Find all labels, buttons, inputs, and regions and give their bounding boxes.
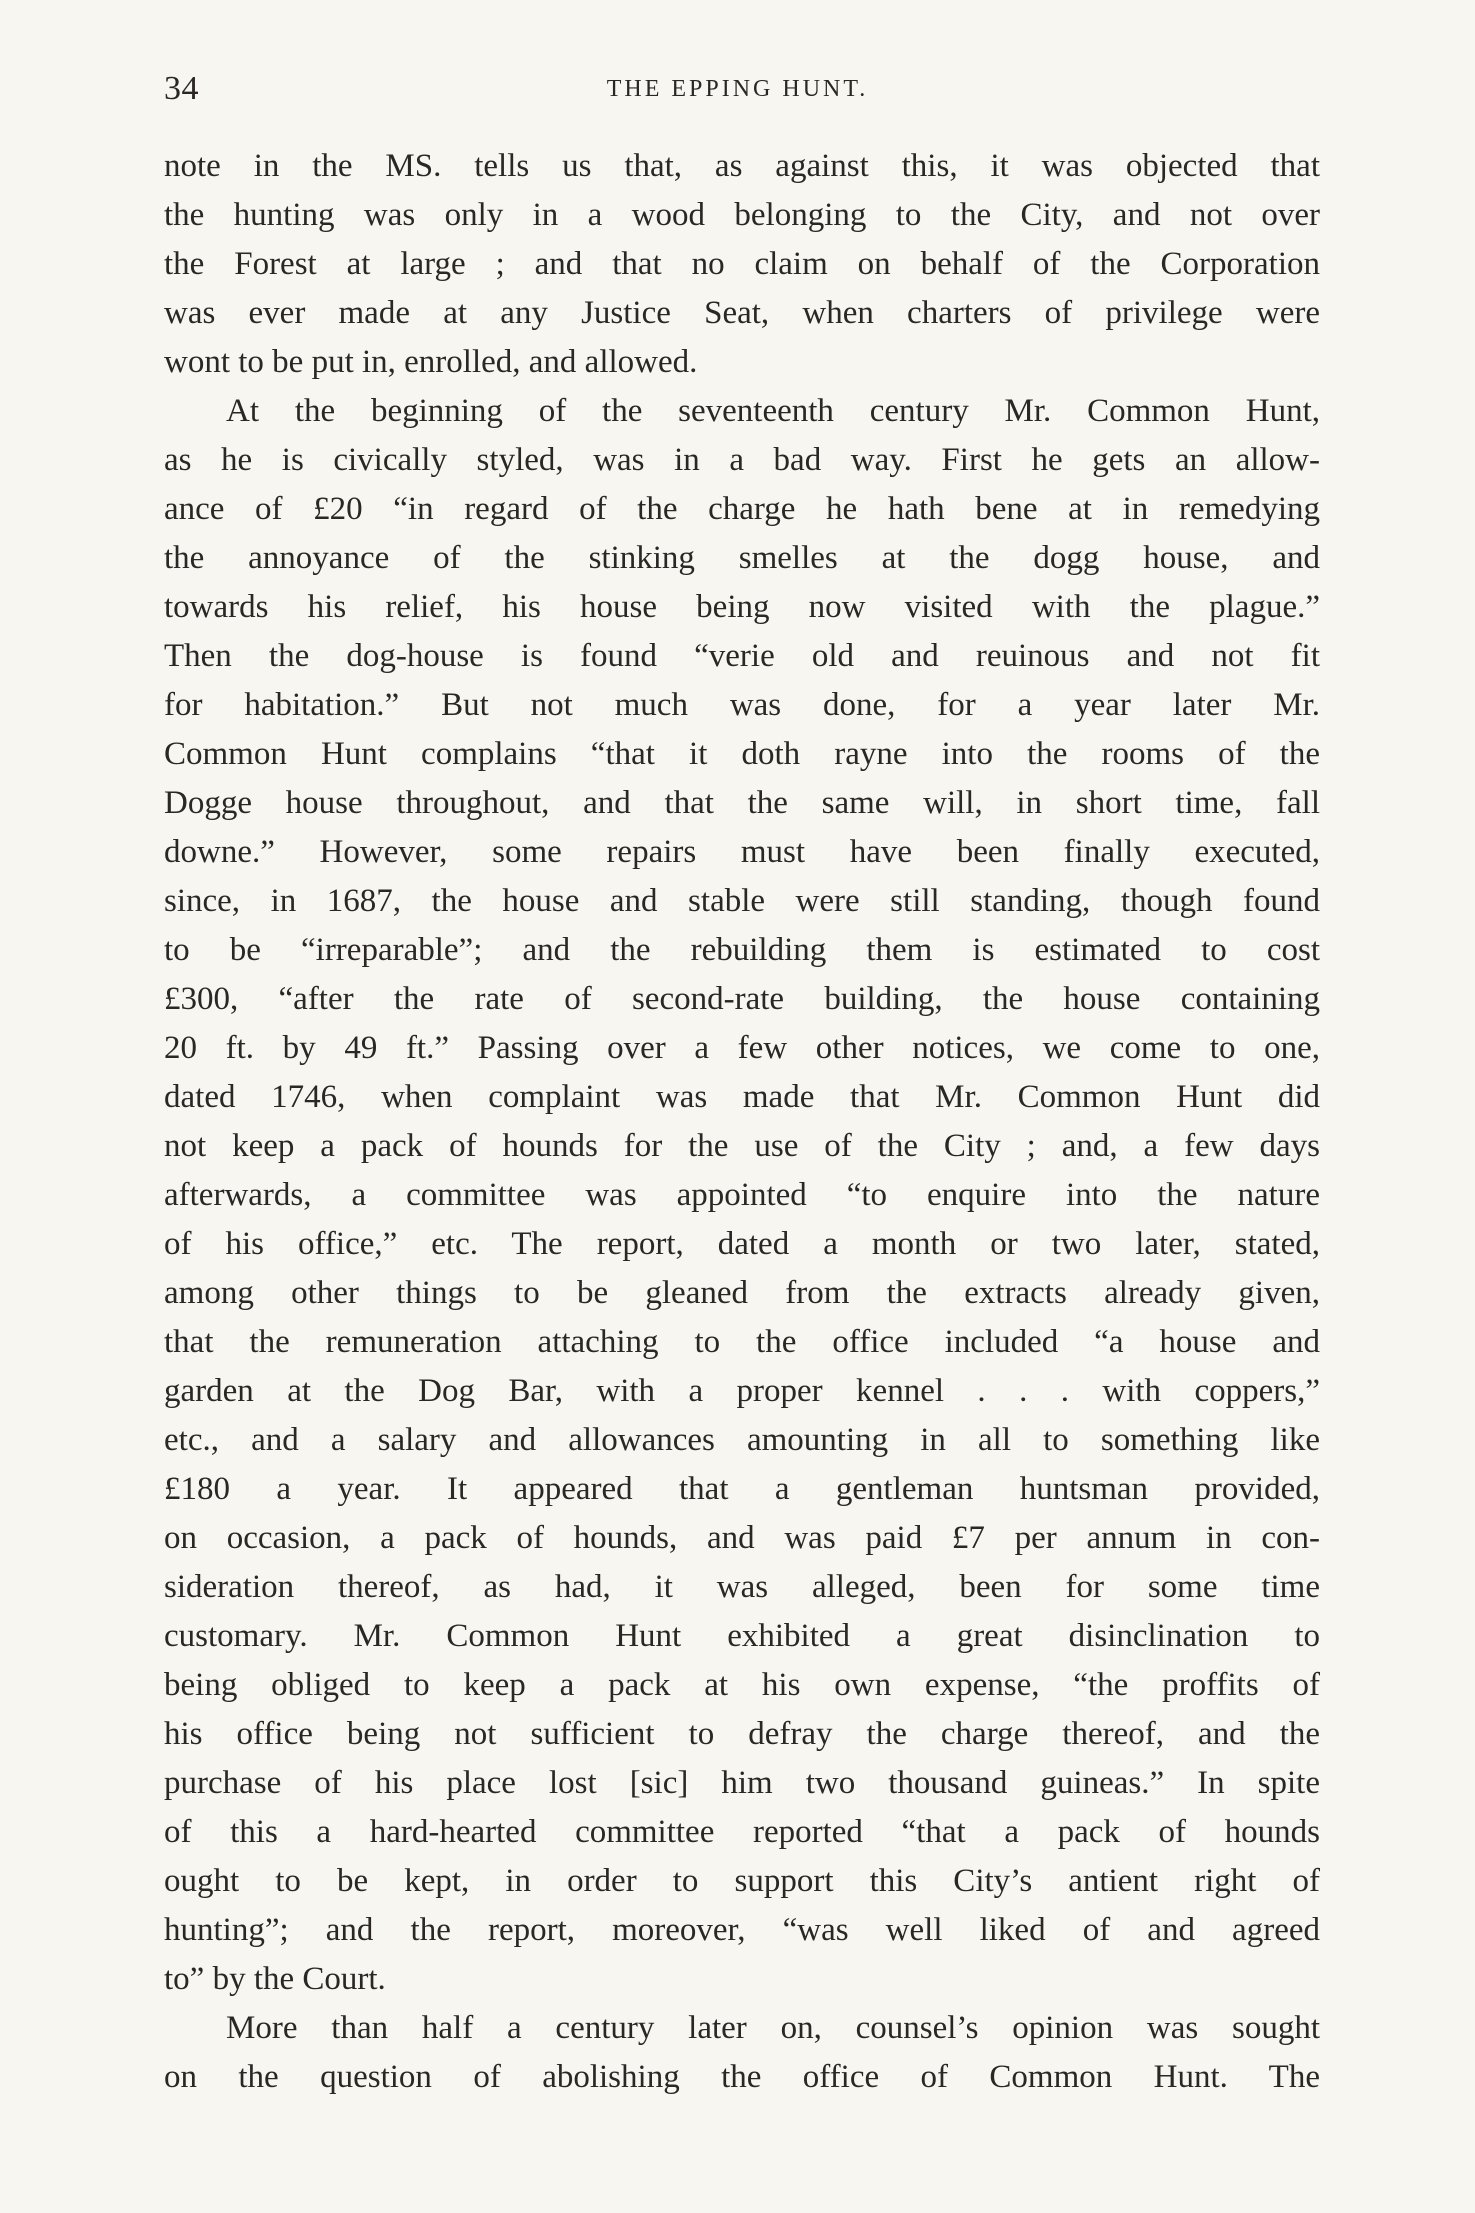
text-line: to be “irreparable”; and the rebuilding them is estimated to cost — [164, 932, 1320, 968]
text-line: More than half a century later on, counsel’s opinion was sought — [226, 2010, 1320, 2046]
text-line: etc., and a salary and allowances amounting in all to something like — [164, 1422, 1320, 1458]
text-line: At the beginning of the seventeenth century Mr. Common Hunt, — [226, 393, 1320, 429]
text-line: the hunting was only in a wood belonging to the City, and not over — [164, 197, 1320, 233]
text-line: wont to be put in, enrolled, and allowed. — [164, 344, 698, 380]
text-line: of his office,” etc. The report, dated a month or two later, stated, — [164, 1226, 1320, 1262]
body-text — [164, 142, 1320, 2102]
text-line: note in the MS. tells us that, as against this, it was objected that — [164, 148, 1320, 184]
text-line: ought to be kept, in order to support this City’s antient right of — [164, 1863, 1320, 1899]
text-line: Then the dog-house is found “verie old and reuinous and not fit — [164, 638, 1320, 674]
text-line: sideration thereof, as had, it was alleged, been for some time — [164, 1569, 1320, 1605]
text-line: Dogge house throughout, and that the same will, in short time, fall — [164, 785, 1320, 821]
running-title: THE EPPING HUNT. — [606, 76, 869, 102]
text-line: dated 1746, when complaint was made that Mr. Common Hunt did — [164, 1079, 1320, 1115]
text-line: on the question of abolishing the office of Common Hunt. The — [164, 2059, 1320, 2095]
text-line: £300, “after the rate of second-rate building, the house containing — [164, 981, 1320, 1017]
text-line: ance of £20 “in regard of the charge he hath bene at in remedying — [164, 491, 1320, 527]
text-line: his office being not sufficient to defray the charge thereof, and the — [164, 1716, 1320, 1752]
text-line: for habitation.” But not much was done, for a year later Mr. — [164, 687, 1320, 723]
text-line: of this a hard-hearted committee reported “that a pack of hounds — [164, 1814, 1320, 1850]
running-head — [164, 70, 1311, 110]
text-line: Common Hunt complains “that it doth rayne into the rooms of the — [164, 736, 1320, 772]
text-line: on occasion, a pack of hounds, and was paid £7 per annum in con- — [164, 1520, 1320, 1556]
text-line: was ever made at any Justice Seat, when charters of privilege were — [164, 295, 1320, 331]
text-line: hunting”; and the report, moreover, “was well liked of and agreed — [164, 1912, 1320, 1948]
text-line: £180 a year. It appeared that a gentleman huntsman provided, — [164, 1471, 1320, 1507]
text-line: to” by the Court. — [164, 1961, 386, 1997]
text-line: afterwards, a committee was appointed “to enquire into the nature — [164, 1177, 1320, 1213]
text-line: garden at the Dog Bar, with a proper kennel . . . with coppers,” — [164, 1373, 1320, 1409]
text-line: purchase of his place lost [sic] him two thousand guineas.” In spite — [164, 1765, 1320, 1801]
text-line: the annoyance of the stinking smelles at the dogg house, and — [164, 540, 1320, 576]
text-line: being obliged to keep a pack at his own expense, “the proffits of — [164, 1667, 1320, 1703]
text-line: not keep a pack of hounds for the use of the City ; and, a few days — [164, 1128, 1320, 1164]
text-line: downe.” However, some repairs must have been finally executed, — [164, 834, 1320, 870]
text-line: customary. Mr. Common Hunt exhibited a great disinclination to — [164, 1618, 1320, 1654]
text-line: towards his relief, his house being now visited with the plague.” — [164, 589, 1320, 625]
text-line: as he is civically styled, was in a bad way. First he gets an allow- — [164, 442, 1320, 478]
page-number: 34 — [164, 70, 199, 107]
text-line: that the remuneration attaching to the office included “a house and — [164, 1324, 1320, 1360]
text-line: since, in 1687, the house and stable were still standing, though found — [164, 883, 1320, 919]
text-line: 20 ft. by 49 ft.” Passing over a few other notices, we come to one, — [164, 1030, 1320, 1066]
text-line: among other things to be gleaned from the extracts already given, — [164, 1275, 1320, 1311]
text-line: the Forest at large ; and that no claim on behalf of the Corporation — [164, 246, 1320, 282]
